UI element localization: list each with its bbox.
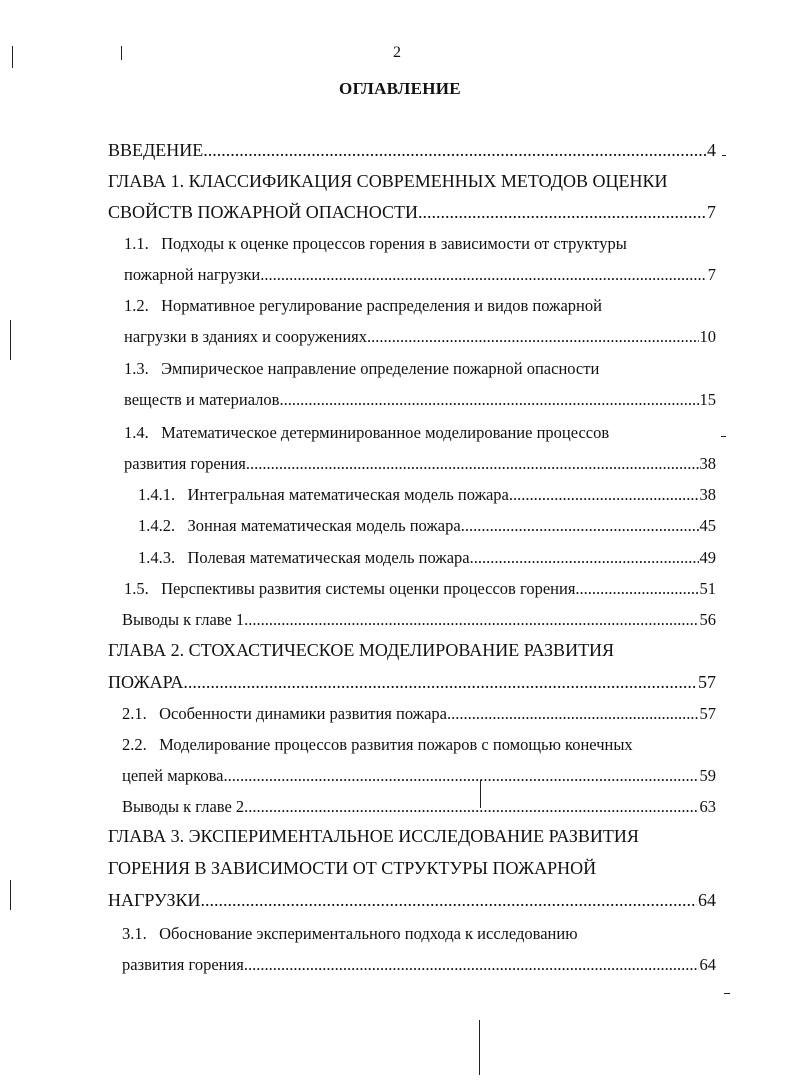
toc-entry-2-1[interactable] [122,704,716,724]
dot-leader [461,516,699,536]
toc-page-number: 64 [698,890,716,910]
toc-page-number: 57 [698,672,716,692]
dot-leader [279,390,698,410]
scan-artifact [722,155,726,156]
toc-page-number: 49 [699,548,716,567]
toc-entry-1-4[interactable] [124,454,716,474]
toc-page-number: 59 [699,766,716,785]
dot-leader [470,548,699,568]
toc-page-number: 7 [707,265,716,284]
toc-entry-1-3-line1[interactable]: 1.3. Эмпирическое направление определение пожарной опасности [124,359,600,378]
toc-page-number: 56 [699,610,716,629]
toc-entry-1-4-3[interactable] [138,548,716,568]
toc-entry-label: цепей маркова [122,766,224,785]
scan-artifact [121,46,122,60]
dot-leader [367,327,698,347]
toc-entry-1-4-line1[interactable]: 1.4. Математическое детерминированное моделирование процессов [124,423,610,442]
dot-leader [575,579,698,599]
toc-entry-label: СВОЙСТВ ПОЖАРНОЙ ОПАСНОСТИ [108,202,419,222]
dot-leader [244,610,698,630]
toc-entry-1-5[interactable] [124,579,716,599]
toc-page-number: 64 [699,955,716,974]
scan-artifact [10,880,11,910]
toc-entry-label: 1.4.1. Интегральная математическая модель пожара [138,485,509,504]
dot-leader [244,955,699,975]
toc-entry-1-1-line1[interactable]: 1.1. Подходы к оценке процессов горения в зависимости от структуры [124,234,627,253]
toc-entry-chapter-1-line1[interactable]: ГЛАВА 1. КЛАССИФИКАЦИЯ СОВРЕМЕННЫХ МЕТОДОВ ОЦЕНКИ [108,171,668,191]
dot-leader [201,890,698,911]
toc-entry-1-4-2[interactable] [138,516,716,536]
toc-entry-conclusions-2[interactable] [122,797,716,817]
toc-page-number: 38 [699,454,716,473]
toc-entry-label: пожарной нагрузки [124,265,261,284]
toc-entry-label: ВВЕДЕНИЕ [108,140,204,160]
dot-leader [509,485,699,505]
page-title: ОГЛАВЛЕНИЕ [339,79,461,98]
toc-entry-label: 1.5. Перспективы развития системы оценки процессов горения [124,579,576,598]
dot-leader [203,140,706,161]
dot-leader [224,766,699,786]
toc-entry-label: нагрузки в зданиях и сооружениях [124,327,368,346]
toc-entry-3-1-line1[interactable]: 3.1. Обоснование экспериментального подхода к исследованию [122,924,578,943]
toc-entry-conclusions-1[interactable] [122,610,716,630]
toc-page-number: 7 [707,202,716,222]
toc-page-number: 10 [699,327,716,346]
toc-entry-label: 1.4.2. Зонная математическая модель пожара [138,516,461,535]
scan-artifact [12,46,13,68]
toc-entry-label: Выводы к главе 1 [122,610,245,629]
toc-entry-2-2[interactable] [122,766,716,786]
toc-entry-label: ПОЖАРА [108,672,184,692]
toc-entry-label: Выводы к главе 2 [122,797,245,816]
toc-entry-chapter-3[interactable] [108,890,716,911]
toc-entry-label: 2.1. Особенности динамики развития пожара [122,704,447,723]
toc-page-number: 45 [699,516,716,535]
toc-entry-label: 1.4.3. Полевая математическая модель пожара [138,548,470,567]
toc-entry-label: веществ и материалов [124,390,280,409]
toc-page-number: 15 [699,390,716,409]
toc-entry-label: развития горения [122,955,244,974]
toc-entry-1-4-1[interactable] [138,485,716,505]
toc-entry-chapter-3-line2[interactable]: ГОРЕНИЯ В ЗАВИСИМОСТИ ОТ СТРУКТУРЫ ПОЖАРНОЙ [108,858,597,878]
toc-entry-3-1[interactable] [122,955,716,975]
toc-entry-introduction[interactable] [108,140,716,161]
scan-artifact [480,780,481,808]
toc-page-number: 4 [707,140,716,160]
scan-artifact [724,993,730,994]
toc-entry-label: развития горения [124,454,246,473]
scan-artifact [721,436,726,437]
toc-entry-chapter-1[interactable] [108,202,716,223]
page-number: 2 [393,44,401,61]
dot-leader [447,704,699,724]
dot-leader [418,202,706,223]
toc-entry-chapter-3-line1[interactable]: ГЛАВА 3. ЭКСПЕРИМЕНТАЛЬНОЕ ИССЛЕДОВАНИЕ РАЗВИТИЯ [108,826,639,846]
toc-entry-1-2-line1[interactable]: 1.2. Нормативное регулирование распределения и видов пожарной [124,296,602,315]
toc-page-number: 51 [699,579,716,598]
toc-entry-chapter-2[interactable] [108,672,716,693]
toc-page-number: 38 [699,485,716,504]
toc-entry-chapter-2-line1[interactable]: ГЛАВА 2. СТОХАСТИЧЕСКОЕ МОДЕЛИРОВАНИЕ РАЗВИТИЯ [108,640,615,660]
dot-leader [260,265,707,285]
toc-page-number: 57 [699,704,716,723]
toc-entry-1-2[interactable] [124,327,716,347]
dot-leader [246,454,699,474]
toc-entry-label: НАГРУЗКИ [108,890,201,910]
scan-artifact [10,320,11,360]
dot-leader [244,797,698,817]
toc-entry-2-2-line1[interactable]: 2.2. Моделирование процессов развития пожаров с помощью конечных [122,735,633,754]
toc-entry-1-3[interactable] [124,390,716,410]
toc-page-number: 63 [699,797,716,816]
scan-artifact [479,1020,480,1075]
dot-leader [183,672,697,693]
toc-entry-1-1[interactable] [124,265,716,285]
